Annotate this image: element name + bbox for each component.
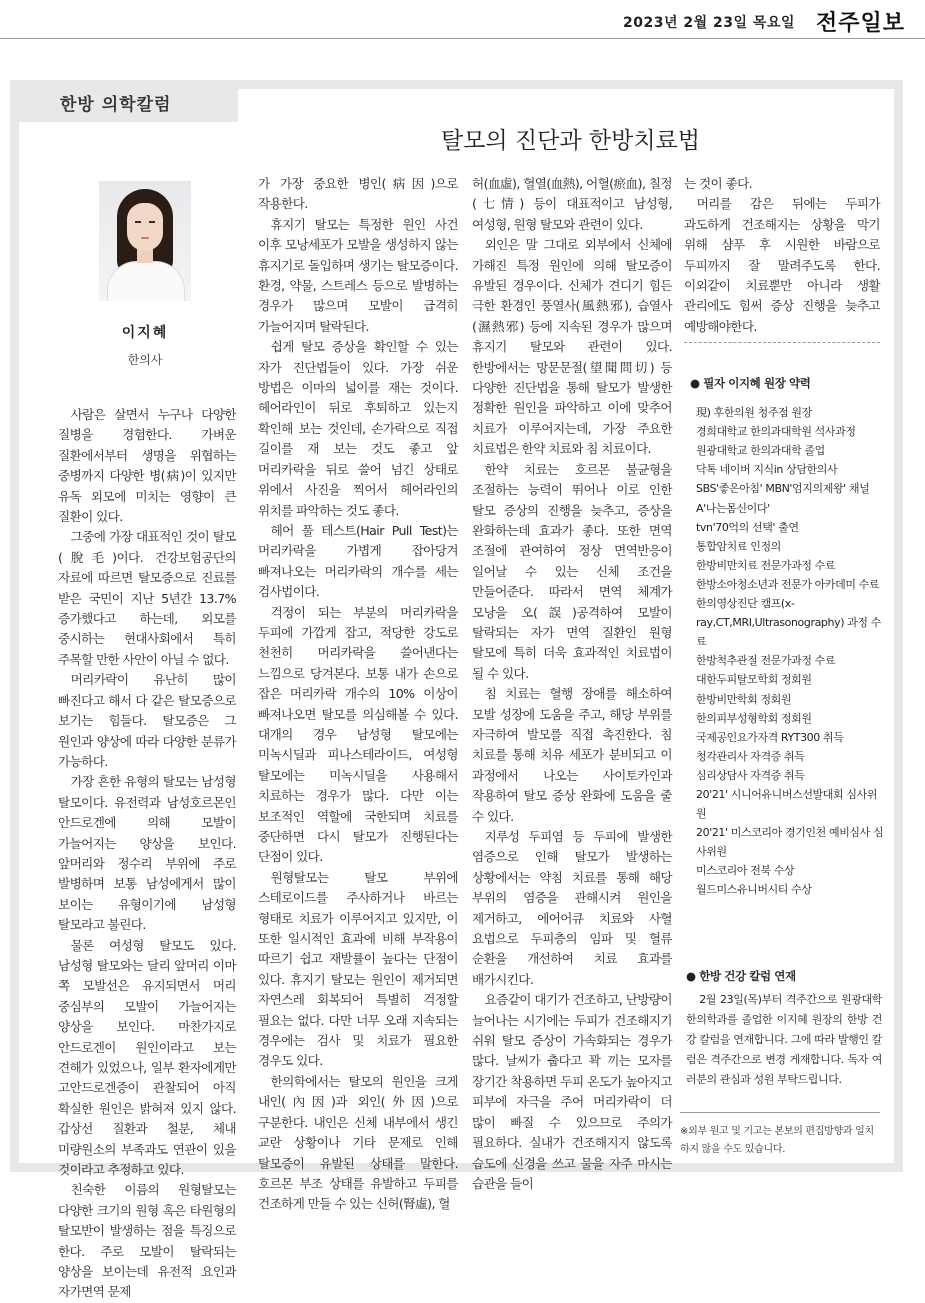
paragraph: 외인은 말 그대로 외부에서 신체에 가해진 특정 원인에 의해 탈모증이 유발된 경우이다. 신체가 견디기 힘든 극한 환경인 풍열사(風熱邪), 습열사(濕熱邪) 등에 지속된 경우가 많으며 휴지기 탈모와 관련이 있다. 한방에서는 망문문절(望聞問切) 등 다양한 진단법을 통해 탈모가 발생한 정확한 원인을 파악하고 이에 맞추어 치료가 이루어지는데, 가장 주요한 치료법은 한약 치료와 침 치료이다. <box>472 237 672 457</box>
profile-item: 통합암치료 인정의 <box>696 539 781 553</box>
paragraph: 요즘같이 대기가 건조하고, 난방량이 늘어나는 시기에는 두피가 건조해지기 쉬워 탈모 증상이 가속화되는 경우가 많다. 날씨가 춥다고 꽉 끼는 모자를 장기간 착용하면 두피 온도가 높아지고 피부에 자극을 주어 머리카락이 더 많이 빠질 수 있으므로 주의가 필요하다. 실내가 건조해지지 않도록 습도에 신경을 쓰고 물을 자주 마시는 습관을 들이 <box>472 992 672 1191</box>
profile-item: tvn'70억의 선택' 출연 <box>696 520 799 534</box>
profile-item: 한의피부성형학회 정회원 <box>696 711 812 725</box>
paragraph: 쉽게 탈모 증상을 확인할 수 있는 자가 진단법들이 있다. 가장 쉬운 방법은 이마의 넓이를 재는 것이다. 헤어라인이 뒤로 후퇴하고 있는지 확인해 보는 것인데, 손가락으로 직접 길이를 재 보는 것도 좋고 앞 머리카락을 뒤로 쓸어 넘긴 상태로 위에서 사진을 찍어서 헤어라인의 위치를 파악하는 것도 좋다. <box>258 339 458 518</box>
paragraph: 친숙한 이름의 원형탈모는 다양한 크기의 원형 혹은 타원형의 탈모반이 발생하는 점을 특징으로 한다. 주로 모발이 탈락되는 양상을 보이는데 유전적 요인과 자가면역 문제 <box>58 1182 236 1300</box>
body-column-2 <box>258 174 458 1215</box>
notice-text: 2월 23일(목)부터 격주간으로 원광대학 한의학과를 졸업한 이지혜 원장의 한방 건강 칼럼을 연재합니다. 그에 따라 발행인 칼럼은 격주간으로 변경 게재합니다. 독자 여러분의 관심과 성원 부탁드립니다. <box>686 993 882 1086</box>
paragraph: 가장 흔한 유형의 탈모는 남성형 탈모이다. 유전력과 남성호르몬인 안드로겐에 의해 모발이 가늘어지는 양상을 보인다. 앞머리와 정수리 부위에 주로 발병하며 보통 남성에게서 많이 보이는 유형이기에 남성형 탈모라고 불린다. <box>58 774 236 933</box>
profile-list <box>690 403 886 899</box>
column-tab-label: 한방 의학칼럼 <box>60 95 172 115</box>
profile-item: 現) 후한의원 청주점 원장 <box>696 406 812 420</box>
profile-item: 한의영상진단 캠프(x-ray,CT,MRI,Ultrasonography) 과정 수료 <box>696 597 881 649</box>
profile-item: SBS'좋은아침' MBN'엄지의제왕' 채널A'나는몸신이다' <box>696 482 870 515</box>
paragraph: 휴지기 탈모는 특정한 원인 사건 이후 모낭세포가 모발을 생성하지 않는 휴지기로 돌입하며 생기는 탈모증이다. 환경, 약물, 스트레스 등으로 발병하는 경우가 많으며 모발이 급격히 가늘어지며 탈락된다. <box>258 216 458 334</box>
paragraph: 한의학에서는 탈모의 원인을 크게 내인(內因)과 외인(外因)으로 구분한다. 내인은 신체 내부에서 생긴 교란 상황이나 기타 문제로 인해 탈모증이 유발된 상태를 말한다. 호르몬 부조 상태를 유발하고 두피를 건조하게 만들 수 있는 신허(腎虛), 혈 <box>258 1073 458 1212</box>
author-photo <box>99 181 191 301</box>
body-column-3 <box>472 174 672 1194</box>
column-tab <box>10 80 238 122</box>
paragraph: 머리카락이 유난히 많이 빠진다고 해서 다 같은 탈모증으로 보기는 힘들다. 탈모증은 그 원인과 양상에 따라 다양한 분류가 가능하다. <box>58 672 236 769</box>
profile-item: 경희대학교 한의과대학원 석사과정 <box>696 425 856 439</box>
profile-item: 국제공인요가자격 RYT300 취득 <box>696 730 844 744</box>
paragraph: 사람은 살면서 누구나 다양한 질병을 경험한다. 가벼운 질환에서부터 생명을 위협하는 중병까지 다양한 병(病)이 있지만 유독 외모에 미치는 영향이 큰 질환이 있다. <box>58 407 236 525</box>
profile-item: 원광대학교 한의과대학 졸업 <box>696 444 825 458</box>
profile-item: 20'21' 미스코리아 경기인천 예비심사 심사위원 <box>696 826 884 859</box>
paragraph: 그중에 가장 대표적인 것이 탈모(脫毛)이다. 건강보험공단의 자료에 따르면 탈모증으로 진료를 받은 국민이 지난 5년간 13.7% 증가했다고 하는데, 외모를 중시하는 현대사회에서 특히 주목할 만한 사안이 아닐 수 없다. <box>58 529 236 667</box>
paragraph: 는 것이 좋다. <box>684 176 753 191</box>
profile-item: 미스코리아 전북 수상 <box>696 864 795 878</box>
body-column-4 <box>684 174 880 337</box>
paragraph: 물론 여성형 탈모도 있다. 남성형 탈모와는 달리 앞머리 이마 쪽 모발선은 유지되면서 머리 중심부의 모발이 가늘어지는 양상을 보인다. 마찬가지로 안드로겐이 원인이라고 보는 견해가 있었으나, 일부 환자에게만 고안드로겐증이 관찰되어 아직 확실한 원인은 밝혀져 있지 않다. 갑상선 질환과 철분, 체내 미량원소의 부족과도 연관이 있을 것이라고 추정하고 있다. <box>58 937 236 1178</box>
author-title: 한의사 <box>127 353 163 367</box>
issue-date: 2023년 2월 23일 목요일 <box>623 15 795 31</box>
author-name: 이지혜 <box>121 325 169 341</box>
profile-item: 20'21' 시니어유니버스선발대회 심사위원 <box>696 787 877 821</box>
profile-item: 닥톡 네이버 지식in 상담한의사 <box>696 463 838 477</box>
page-header <box>0 0 925 46</box>
paragraph: 가 가장 중요한 병인(病因)으로 작용한다. <box>258 176 458 212</box>
profile-item: 한방척추관절 전문가과정 수료 <box>696 654 836 668</box>
profile-item: 한방소아청소년과 전문가 아카데미 수료 <box>696 577 880 591</box>
article-headline: 탈모의 진단과 한방치료법 <box>440 128 700 154</box>
editorial-disclaimer: ※외부 원고 및 기고는 본보의 편집방향과 일치하지 않을 수도 있습니다. <box>680 1112 880 1159</box>
notice-heading: ● 한방 건강 칼럼 연재 <box>686 969 796 983</box>
newspaper-logo: 전주일보 <box>815 10 905 36</box>
profile-item: 대한두피탈모학회 정회원 <box>696 673 812 687</box>
profile-item: 월드미스유니버시티 수상 <box>696 883 812 897</box>
section-divider <box>684 342 880 343</box>
paragraph: 원형탈모는 탈모 부위에 스테로이드를 주사하거나 바르는 형태로 치료가 이루어지고 있지만, 이 또한 일시적인 효과에 비해 부작용이 따르기 쉽고 재발률이 높다는 단점이 있다. 휴지기 탈모는 원인이 제거되면 자연스레 회복되어 특별히 걱정할 필요는 없다. 다만 너무 오래 지속되는 경우에는 검사 및 치료가 필요한 경우도 있다. <box>258 869 458 1069</box>
body-column-1 <box>58 405 236 1303</box>
paragraph: 지루성 두피염 등 두피에 발생한 염증으로 인해 탈모가 발생하는 상황에서는 약침 치료를 통해 해당 부위의 염증을 관해시켜 원인을 제거하고, 에어어큐 치료와 사혈 요법으로 두피층의 임파 및 혈류 순환을 개선하여 치료 효과를 배가시킨다. <box>472 829 672 987</box>
paragraph: 머리를 감은 뒤에는 두피가 과도하게 건조해지는 상황을 막기 위해 샴푸 후 시원한 바람으로 두피까지 잘 말려주도록 한다. 이외같이 치료뿐만 아니라 생활 관리에도 힘써 증상 진행을 늦추고 예방해야한다. <box>684 196 880 334</box>
profile-heading: ● 필자 이지혜 원장 약력 <box>690 376 811 390</box>
paragraph: 한약 치료는 호르몬 불균형을 조절하는 능력이 뛰어나 이로 인한 탈모 증상의 진행을 늦추고, 증상을 완화하는데 효과가 좋다. 또한 면역 조절에 관여하여 정상 면역반응이 일어날 수 있는 신체 조건을 만들어준다. 따라서 면역 체계가 모낭을 오(誤)공격하여 모발이 탈락되는 자가 면역 질환인 원형 탈모에 특히 더욱 효과적인 치료법이 될 수 있다. <box>472 461 672 681</box>
paragraph: 침 치료는 혈행 장애를 해소하여 모발 성장에 도움을 주고, 해당 부위를 자극하여 발모를 직접 촉진한다. 침 치료를 통해 치유 세포가 분비되고 이 과정에서 나오는 사이토카인과 작용하여 탈모 증상 완화에 도움을 줄 수 있다. <box>472 686 672 824</box>
author-profile <box>690 374 886 900</box>
paragraph: 헤어 풀 테스트(Hair Pull Test)는 머리카락을 가볍게 잡아당겨 빠져나오는 머리카락의 개수를 세는 검사법이다. <box>258 522 458 600</box>
profile-item: 청각관리사 자격증 취득 <box>696 749 805 763</box>
profile-item: 한방비만학회 정회원 <box>696 692 792 706</box>
profile-item: 심리상담사 자격증 취득 <box>696 768 805 782</box>
header-rule <box>0 38 925 39</box>
column-notice <box>686 966 882 1090</box>
profile-item: 한방비만치료 전문가과정 수료 <box>696 558 836 572</box>
paragraph: 허(血虛), 혈열(血熱), 어혈(瘀血), 칠정(七情) 등이 대표적이고 남성형, 여성형, 원형 탈모와 관련이 있다. <box>472 176 672 232</box>
paragraph: 걱정이 되는 부분의 머리카락을 두피에 가깝게 잡고, 적당한 강도로 천천히 머리카락을 쓸어낸다는 느낌으로 당겨본다. 보통 내가 손으로 잡은 머리카락 개수의 10% 이상이 빠져나오면 탈모를 의심해볼 수 있다. 대개의 경우 남성형 탈모에는 미녹시딜과 피나스테라이드, 여성형 탈모에는 미녹시딜을 사용해서 치료하는 경우가 많다. 다만 이는 보조적인 역할에 국한되며 치료를 중단하면 다시 탈모가 진행된다는 단점이 있다. <box>258 604 458 865</box>
